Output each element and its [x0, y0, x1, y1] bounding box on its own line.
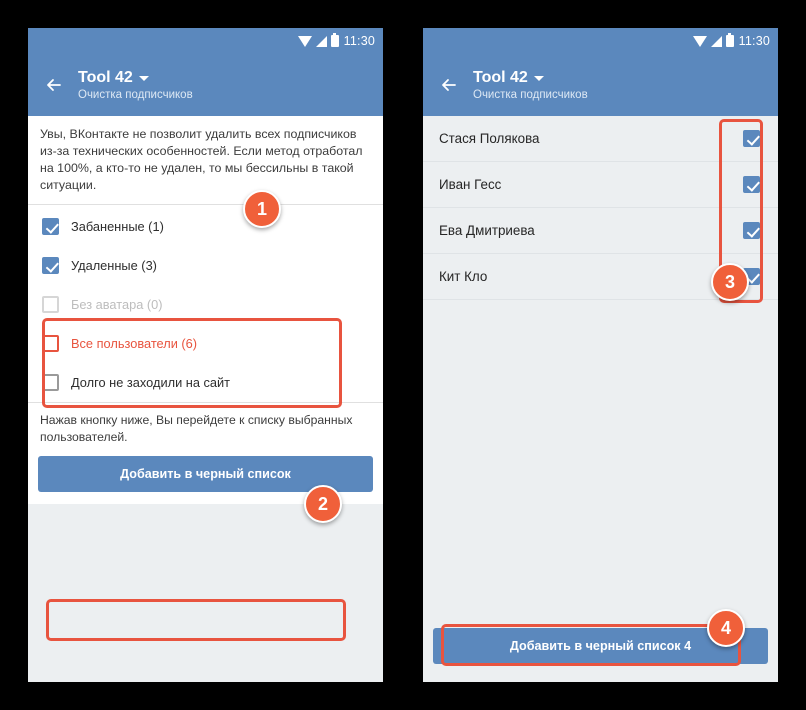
option-row-banned[interactable]	[28, 207, 383, 246]
option-label-all-users: Все пользователи (6)	[71, 336, 198, 352]
right-phone-screen	[423, 28, 778, 682]
app-bar	[28, 54, 383, 116]
badge-2: 2	[304, 485, 342, 523]
wifi-icon	[298, 36, 312, 47]
back-arrow-icon[interactable]	[38, 68, 72, 102]
status-bar	[28, 28, 383, 54]
app-bar-subtitle: Очистка подписчиков	[473, 89, 588, 102]
left-phone-screen	[28, 28, 383, 682]
checkbox-inactive[interactable]	[42, 374, 59, 391]
right-content	[423, 116, 778, 682]
info-card	[28, 116, 383, 204]
app-bar-title: Tool 42	[78, 68, 133, 86]
intro-text: Увы, ВКонтакте не позволит удалить всех подписчиков из-за технических особенностей. Если метод отработал на 100%, а кто-то не удален, то мы бессильны в такой ситуации.	[40, 127, 363, 193]
list-item[interactable]	[423, 116, 778, 162]
user-name: Ева Дмитриева	[439, 223, 535, 238]
options-list	[28, 205, 383, 402]
checkbox-all-users[interactable]	[42, 335, 59, 352]
signal-icon	[711, 36, 722, 47]
option-label-no-avatar: Без аватара (0)	[71, 297, 163, 313]
hint-text: Нажав кнопку ниже, Вы перейдете к списку выбранных пользователей.	[28, 403, 383, 456]
battery-icon	[331, 35, 339, 47]
option-label-inactive: Долго не заходили на сайт	[71, 375, 231, 391]
battery-icon	[726, 35, 734, 47]
signal-icon	[316, 36, 327, 47]
option-label-banned: Забаненные (1)	[71, 219, 164, 235]
option-row-deleted[interactable]	[28, 246, 383, 285]
app-bar-title: Tool 42	[473, 68, 528, 86]
badge-4: 4	[707, 609, 745, 647]
user-name: Стася Полякова	[439, 131, 540, 146]
app-bar-right	[423, 54, 778, 116]
list-item[interactable]	[423, 208, 778, 254]
user-name: Кит Кло	[439, 269, 488, 284]
checkbox-user-3[interactable]	[743, 222, 760, 239]
checkbox-no-avatar	[42, 296, 59, 313]
wifi-icon	[693, 36, 707, 47]
add-to-blacklist-button-4[interactable]: Добавить в черный список 4	[433, 628, 768, 664]
add-to-blacklist-button[interactable]: Добавить в черный список	[38, 456, 373, 492]
status-bar-right	[423, 28, 778, 54]
checkbox-user-1[interactable]	[743, 130, 760, 147]
status-bar-time: 11:30	[738, 34, 770, 48]
option-label-deleted: Удаленные (3)	[71, 258, 157, 274]
status-bar-time: 11:30	[343, 34, 375, 48]
option-row-inactive[interactable]	[28, 363, 383, 402]
badge-1: 1	[243, 190, 281, 228]
option-row-no-avatar	[28, 285, 383, 324]
app-bar-subtitle: Очистка подписчиков	[78, 89, 193, 102]
chevron-down-icon[interactable]	[139, 76, 149, 81]
back-arrow-icon[interactable]	[433, 68, 467, 102]
checkbox-banned[interactable]	[42, 218, 59, 235]
option-row-all-users[interactable]	[28, 324, 383, 363]
user-name: Иван Гесс	[439, 177, 502, 192]
badge-3: 3	[711, 263, 749, 301]
checkbox-user-2[interactable]	[743, 176, 760, 193]
checkbox-deleted[interactable]	[42, 257, 59, 274]
chevron-down-icon[interactable]	[534, 76, 544, 81]
list-item[interactable]	[423, 162, 778, 208]
left-content	[28, 116, 383, 682]
